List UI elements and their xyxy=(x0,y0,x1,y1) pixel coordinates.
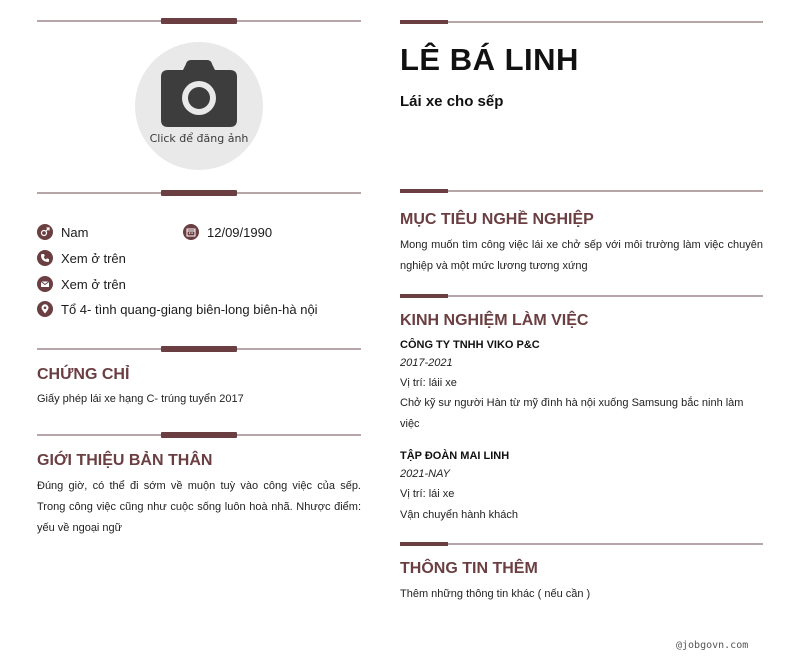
email-row xyxy=(37,275,126,293)
candidate-name: LÊ BÁ LINH xyxy=(400,42,579,77)
watermark: @jobgovn.com xyxy=(676,640,749,651)
about-text: Đúng giờ, có thể đi sớm về muộn tuỳ vào công việc của sếp. Trong công việc cũng như cuộc sống luôn hoà nhã. Nhược điểm: yếu về ngoại ngữ xyxy=(37,480,361,534)
about-title: GIỚI THIỆU BẢN THÂN xyxy=(37,452,213,469)
phone-value: Xem ở trên xyxy=(61,250,126,266)
experience-company: TẬP ĐOÀN MAI LINH xyxy=(400,450,510,462)
calendar-icon xyxy=(183,224,199,240)
avatar-caption: Click để đăng ảnh xyxy=(149,132,249,145)
extra-info-title: THÔNG TIN THÊM xyxy=(400,560,538,577)
experience-period: 2017-2021 xyxy=(400,357,453,369)
objective-text: Mong muốn tìm công việc lái xe chở sếp với môi trường làm việc chuyên nghiệp và một mức lương tương xứng xyxy=(400,239,763,272)
job-title: Lái xe cho sếp xyxy=(400,93,504,110)
gender-row xyxy=(37,223,88,241)
divider xyxy=(37,345,361,353)
divider xyxy=(37,431,361,439)
dob-value: 12/09/1990 xyxy=(207,224,273,240)
extra-info-text: Thêm những thông tin khác ( nếu cần ) xyxy=(400,588,591,600)
experience-period: 2021-NAY xyxy=(400,468,450,480)
experience-position: Vị trí: lái xe xyxy=(400,488,455,500)
phone-icon xyxy=(37,250,53,266)
email-value: Xem ở trên xyxy=(61,276,126,292)
phone-row xyxy=(37,249,126,267)
avatar-upload[interactable] xyxy=(135,42,263,170)
certificates-text: Giấy phép lái xe hạng C- trúng tuyển 2017 xyxy=(37,393,244,405)
experience-description: Vận chuyển hành khách xyxy=(400,509,519,521)
address-row xyxy=(37,300,318,318)
gender-value: Nam xyxy=(61,224,89,240)
email-icon xyxy=(37,276,53,292)
objective-title: MỤC TIÊU NGHỀ NGHIỆP xyxy=(400,211,594,228)
experience-position: Vị trí: láii xe xyxy=(400,377,457,389)
gender-icon xyxy=(37,224,53,240)
experience-title: KINH NGHIỆM LÀM VIỆC xyxy=(400,312,589,329)
divider xyxy=(400,292,763,300)
address-value: Tổ 4- tình quang-giang biên-long biên-hà nội xyxy=(61,301,318,317)
dob-row xyxy=(183,223,272,241)
divider xyxy=(400,187,763,195)
divider xyxy=(37,189,361,197)
divider xyxy=(400,18,763,26)
certificates-title: CHỨNG CHỈ xyxy=(37,366,130,383)
divider xyxy=(37,17,361,25)
experience-company: CÔNG TY TNHH VIKO P&C xyxy=(400,339,540,351)
divider xyxy=(400,540,763,548)
experience-description: Chở kỹ sư người Hàn từ mỹ đình hà nội xuống Samsung bắc ninh làm việc xyxy=(400,397,744,430)
location-pin-icon xyxy=(37,301,53,317)
camera-icon xyxy=(160,60,238,128)
